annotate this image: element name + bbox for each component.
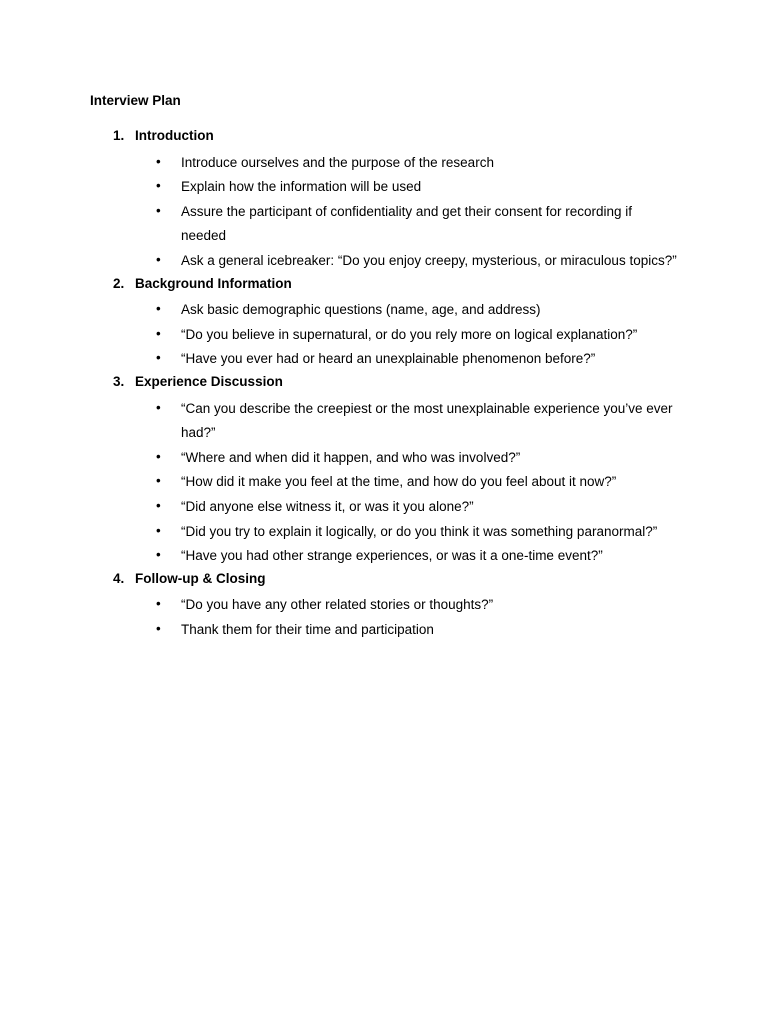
list-item bbox=[0, 347, 768, 372]
list-item-text: Explain how the information will be used bbox=[181, 179, 422, 195]
bullet-icon: • bbox=[156, 399, 161, 415]
section-number: 2. bbox=[113, 275, 125, 291]
bullet-icon: • bbox=[156, 522, 161, 538]
section-title: Experience Discussion bbox=[135, 373, 283, 389]
bullet-icon: • bbox=[156, 547, 161, 563]
bullet-list bbox=[0, 593, 768, 642]
list-item bbox=[0, 495, 768, 520]
document-title: Interview Plan bbox=[90, 93, 181, 108]
list-item bbox=[0, 446, 768, 471]
bullet-icon: • bbox=[156, 448, 161, 464]
section-introduction bbox=[0, 126, 768, 274]
bullet-icon: • bbox=[156, 301, 161, 317]
list-item-text: “Do you believe in supernatural, or do you rely more on logical explanation?” bbox=[181, 326, 638, 342]
section-background-information bbox=[0, 274, 768, 372]
list-item bbox=[0, 544, 768, 569]
section-list bbox=[0, 126, 768, 642]
section-heading bbox=[0, 569, 768, 594]
bullet-list bbox=[0, 397, 768, 569]
section-experience-discussion bbox=[0, 372, 768, 569]
bullet-icon: • bbox=[156, 497, 161, 513]
bullet-icon: • bbox=[156, 251, 161, 267]
list-item-text: “Where and when did it happen, and who was involved?” bbox=[181, 449, 521, 465]
list-item bbox=[0, 520, 768, 545]
section-heading bbox=[0, 126, 768, 151]
section-number: 1. bbox=[113, 128, 125, 143]
list-item-text: Thank them for their time and participation bbox=[181, 621, 434, 637]
bullet-icon: • bbox=[156, 596, 161, 612]
list-item bbox=[0, 175, 768, 200]
list-item-text: “How did it make you feel at the time, and how do you feel about it now?” bbox=[181, 474, 617, 490]
section-heading bbox=[0, 274, 768, 299]
section-heading bbox=[0, 372, 768, 397]
bullet-icon: • bbox=[156, 620, 161, 636]
list-item-text: Ask a general icebreaker: “Do you enjoy creepy, mysterious, or miraculous topics?” bbox=[181, 252, 677, 268]
list-item bbox=[0, 618, 768, 643]
list-item bbox=[0, 249, 768, 274]
bullet-list bbox=[0, 151, 768, 274]
section-title: Introduction bbox=[135, 128, 214, 143]
list-item bbox=[0, 298, 768, 323]
list-item-text: “Can you describe the creepiest or the most unexplainable experience you’ve ever had?” bbox=[181, 400, 673, 441]
bullet-icon: • bbox=[156, 178, 161, 194]
list-item-text: “Did you try to explain it logically, or do you think it was something paranormal?” bbox=[181, 523, 658, 539]
list-item-text: “Have you had other strange experiences, or was it a one-time event?” bbox=[181, 548, 603, 564]
list-item bbox=[0, 151, 768, 176]
list-item bbox=[0, 397, 768, 446]
section-number: 3. bbox=[113, 373, 125, 389]
bullet-icon: • bbox=[156, 473, 161, 489]
bullet-icon: • bbox=[156, 153, 161, 169]
list-item bbox=[0, 470, 768, 495]
section-title: Background Information bbox=[135, 275, 292, 291]
bullet-list bbox=[0, 298, 768, 372]
list-item-text: “Have you ever had or heard an unexplainable phenomenon before?” bbox=[181, 351, 596, 367]
bullet-icon: • bbox=[156, 325, 161, 341]
list-item-text: “Do you have any other related stories or thoughts?” bbox=[181, 597, 494, 613]
bullet-icon: • bbox=[156, 202, 161, 218]
bullet-icon: • bbox=[156, 350, 161, 366]
list-item bbox=[0, 200, 768, 249]
list-item-text: Assure the participant of confidentiality and get their consent for recording if needed bbox=[181, 203, 633, 244]
list-item-text: Introduce ourselves and the purpose of the research bbox=[181, 154, 494, 170]
list-item-text: Ask basic demographic questions (name, age, and address) bbox=[181, 302, 541, 318]
list-item-text: “Did anyone else witness it, or was it you alone?” bbox=[181, 498, 474, 514]
section-title: Follow-up & Closing bbox=[135, 570, 266, 586]
section-number: 4. bbox=[113, 570, 125, 586]
section-follow-up-closing bbox=[0, 569, 768, 643]
list-item bbox=[0, 593, 768, 618]
list-item bbox=[0, 323, 768, 348]
